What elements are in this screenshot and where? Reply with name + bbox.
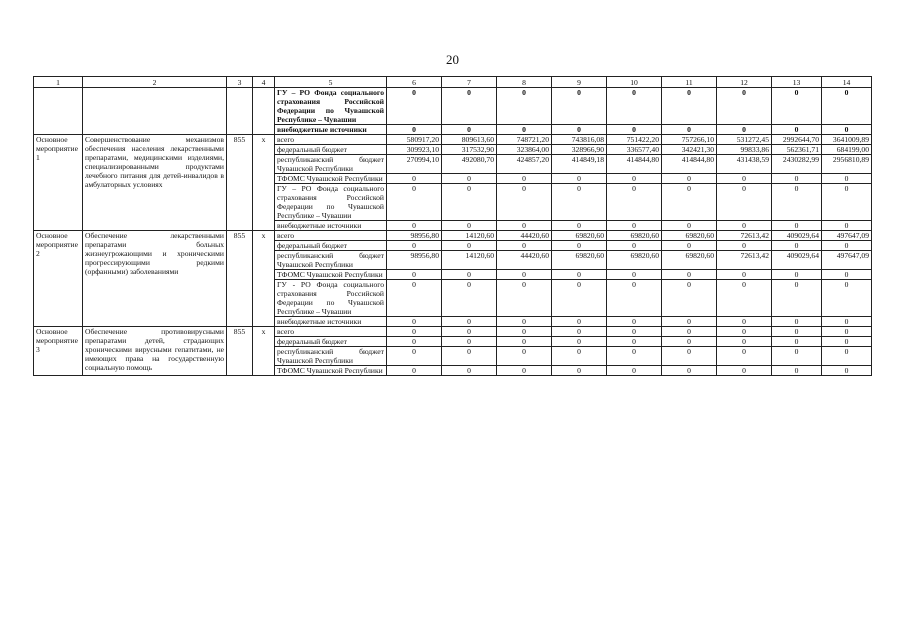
value-cell: 0 <box>822 221 872 231</box>
value-cell: 0 <box>442 317 497 327</box>
value-cell: 0 <box>717 221 772 231</box>
value-cell: 0 <box>607 280 662 317</box>
value-cell: 98956,80 <box>387 251 442 270</box>
empty-cell <box>253 88 275 135</box>
value-cell: 0 <box>772 125 822 135</box>
funding-source: ГУ – РО Фонда социального страхования Российской Федерации по Чувашской Республике – Чувашии <box>275 184 387 221</box>
empty-cell <box>34 88 83 135</box>
value-cell: 0 <box>822 317 872 327</box>
table-row <box>34 88 872 125</box>
value-cell: 0 <box>822 366 872 376</box>
col-number: 7 <box>442 77 497 88</box>
value-cell: 0 <box>497 317 552 327</box>
value-cell: 72613,42 <box>717 231 772 241</box>
value-cell: 0 <box>442 174 497 184</box>
funding-source: федеральный бюджет <box>275 241 387 251</box>
value-cell: 0 <box>772 88 822 125</box>
value-cell: 336577,40 <box>607 145 662 155</box>
value-cell: 69820,60 <box>607 251 662 270</box>
value-cell: 409029,64 <box>772 251 822 270</box>
value-cell: 69820,60 <box>662 231 717 241</box>
value-cell: 0 <box>662 327 717 337</box>
value-cell: 0 <box>772 327 822 337</box>
value-cell: 0 <box>387 347 442 366</box>
value-cell: 748721,20 <box>497 135 552 145</box>
value-cell: 414844,80 <box>607 155 662 174</box>
value-cell: 562361,71 <box>772 145 822 155</box>
value-cell: 0 <box>772 366 822 376</box>
col-number: 11 <box>662 77 717 88</box>
value-cell: 0 <box>822 88 872 125</box>
measure-name: Основное мероприятие 1 <box>34 135 83 231</box>
value-cell: 0 <box>822 347 872 366</box>
value-cell: 809613,60 <box>442 135 497 145</box>
page-number: 20 <box>446 52 459 67</box>
empty-cell <box>227 88 253 135</box>
value-cell: 0 <box>442 280 497 317</box>
value-cell: 0 <box>662 347 717 366</box>
col-number: 5 <box>275 77 387 88</box>
value-cell: 0 <box>607 337 662 347</box>
value-cell: 0 <box>772 241 822 251</box>
value-cell: 323864,00 <box>497 145 552 155</box>
value-cell: 0 <box>552 366 607 376</box>
value-cell: 0 <box>662 366 717 376</box>
value-cell: 0 <box>772 174 822 184</box>
value-cell: 0 <box>442 327 497 337</box>
value-cell: 0 <box>662 174 717 184</box>
value-cell: 0 <box>662 125 717 135</box>
value-cell: 0 <box>662 280 717 317</box>
value-cell: 0 <box>387 327 442 337</box>
value-cell: 0 <box>822 125 872 135</box>
value-cell: 0 <box>607 241 662 251</box>
value-cell: 0 <box>552 241 607 251</box>
value-cell: 0 <box>497 221 552 231</box>
empty-cell <box>83 88 227 135</box>
value-cell: 69820,60 <box>607 231 662 241</box>
value-cell: 0 <box>387 125 442 135</box>
table-row <box>34 327 872 337</box>
value-cell: 0 <box>552 221 607 231</box>
value-cell: 0 <box>387 88 442 125</box>
funding-source: внебюджетные источники <box>275 317 387 327</box>
value-cell: 3641009,89 <box>822 135 872 145</box>
value-cell: 0 <box>822 174 872 184</box>
value-cell: 497647,09 <box>822 251 872 270</box>
value-cell: 0 <box>607 174 662 184</box>
funding-source: республиканский бюджет Чувашской Республики <box>275 155 387 174</box>
value-cell: 743816,08 <box>552 135 607 145</box>
code-cell: 855 <box>227 327 253 376</box>
value-cell: 0 <box>822 337 872 347</box>
value-cell: 0 <box>717 184 772 221</box>
value-cell: 14120,60 <box>442 231 497 241</box>
value-cell: 0 <box>607 347 662 366</box>
col-number: 14 <box>822 77 872 88</box>
value-cell: 0 <box>607 270 662 280</box>
table-row <box>34 135 872 145</box>
value-cell: 0 <box>662 317 717 327</box>
value-cell: 0 <box>552 327 607 337</box>
value-cell: 0 <box>497 174 552 184</box>
value-cell: 0 <box>772 280 822 317</box>
value-cell: 0 <box>442 125 497 135</box>
value-cell: 44420,60 <box>497 231 552 241</box>
value-cell: 0 <box>497 366 552 376</box>
value-cell: 0 <box>662 337 717 347</box>
value-cell: 0 <box>442 88 497 125</box>
code-cell: х <box>253 327 275 376</box>
value-cell: 0 <box>552 125 607 135</box>
value-cell: 309923,10 <box>387 145 442 155</box>
value-cell: 0 <box>552 337 607 347</box>
column-number-row <box>34 77 872 88</box>
value-cell: 0 <box>822 241 872 251</box>
value-cell: 14120,60 <box>442 251 497 270</box>
value-cell: 0 <box>607 184 662 221</box>
col-number: 9 <box>552 77 607 88</box>
value-cell: 414849,18 <box>552 155 607 174</box>
value-cell: 0 <box>442 337 497 347</box>
value-cell: 0 <box>822 270 872 280</box>
funding-source: ГУ – РО Фонда социального страхования Российской Федерации по Чувашской Республике – Чувашии <box>275 88 387 125</box>
value-cell: 0 <box>497 88 552 125</box>
value-cell: 2992644,70 <box>772 135 822 145</box>
value-cell: 492080,70 <box>442 155 497 174</box>
funding-source: ТФОМС Чувашской Республики <box>275 174 387 184</box>
value-cell: 328966,90 <box>552 145 607 155</box>
value-cell: 0 <box>387 317 442 327</box>
value-cell: 0 <box>607 221 662 231</box>
funding-source: республиканский бюджет Чувашской Республики <box>275 347 387 366</box>
code-cell: 855 <box>227 135 253 231</box>
value-cell: 0 <box>497 125 552 135</box>
code-cell: х <box>253 231 275 327</box>
value-cell: 0 <box>552 280 607 317</box>
value-cell: 0 <box>717 280 772 317</box>
value-cell: 0 <box>717 337 772 347</box>
value-cell: 0 <box>552 174 607 184</box>
value-cell: 0 <box>497 347 552 366</box>
value-cell: 424857,20 <box>497 155 552 174</box>
funding-source: всего <box>275 135 387 145</box>
value-cell: 0 <box>387 184 442 221</box>
value-cell: 0 <box>442 221 497 231</box>
funding-source: федеральный бюджет <box>275 337 387 347</box>
value-cell: 0 <box>607 366 662 376</box>
measure-description: Совершенствование механизмов обеспечения населения лекарственными препаратами, медицинскими изделиями, специализированными продуктами лечебного питания для детей-инвалидов в амбулаторных условиях <box>83 135 227 231</box>
value-cell: 0 <box>387 221 442 231</box>
value-cell: 431438,59 <box>717 155 772 174</box>
value-cell: 0 <box>717 347 772 366</box>
value-cell: 2956810,89 <box>822 155 872 174</box>
value-cell: 0 <box>772 337 822 347</box>
funding-source: республиканский бюджет Чувашской Республики <box>275 251 387 270</box>
value-cell: 757266,10 <box>662 135 717 145</box>
value-cell: 0 <box>822 280 872 317</box>
value-cell: 0 <box>387 366 442 376</box>
value-cell: 0 <box>442 366 497 376</box>
funding-source: внебюджетные источники <box>275 221 387 231</box>
value-cell: 0 <box>662 221 717 231</box>
value-cell: 0 <box>772 317 822 327</box>
value-cell: 0 <box>442 241 497 251</box>
value-cell: 0 <box>607 125 662 135</box>
col-number: 4 <box>253 77 275 88</box>
col-number: 2 <box>83 77 227 88</box>
measure-description: Обеспечение лекарственными препаратами больных жизнеугрожающими и хроническими прогрессирующими редкими (орфанными) заболеваниями <box>83 231 227 327</box>
value-cell: 0 <box>717 174 772 184</box>
value-cell: 0 <box>442 270 497 280</box>
code-cell: 855 <box>227 231 253 327</box>
table-row <box>34 231 872 241</box>
value-cell: 270994,10 <box>387 155 442 174</box>
value-cell: 0 <box>387 280 442 317</box>
value-cell: 98956,80 <box>387 231 442 241</box>
value-cell: 69820,60 <box>552 231 607 241</box>
value-cell: 0 <box>552 317 607 327</box>
value-cell: 0 <box>717 270 772 280</box>
value-cell: 0 <box>442 347 497 366</box>
funding-source: всего <box>275 231 387 241</box>
col-number: 8 <box>497 77 552 88</box>
value-cell: 0 <box>662 88 717 125</box>
col-number: 3 <box>227 77 253 88</box>
table-body <box>34 77 872 376</box>
value-cell: 0 <box>497 184 552 221</box>
value-cell: 0 <box>772 347 822 366</box>
value-cell: 0 <box>387 270 442 280</box>
value-cell: 0 <box>717 327 772 337</box>
value-cell: 0 <box>717 366 772 376</box>
value-cell: 0 <box>387 174 442 184</box>
value-cell: 0 <box>497 270 552 280</box>
value-cell: 0 <box>662 270 717 280</box>
measure-name: Основное мероприятие 2 <box>34 231 83 327</box>
funding-source: федеральный бюджет <box>275 145 387 155</box>
funding-source: всего <box>275 327 387 337</box>
value-cell: 342421,30 <box>662 145 717 155</box>
value-cell: 0 <box>442 184 497 221</box>
value-cell: 0 <box>772 184 822 221</box>
value-cell: 580917,20 <box>387 135 442 145</box>
value-cell: 0 <box>387 241 442 251</box>
value-cell: 414844,80 <box>662 155 717 174</box>
value-cell: 317532,90 <box>442 145 497 155</box>
value-cell: 531272,45 <box>717 135 772 145</box>
col-number: 13 <box>772 77 822 88</box>
code-cell: х <box>253 135 275 231</box>
value-cell: 0 <box>552 347 607 366</box>
value-cell: 0 <box>662 241 717 251</box>
value-cell: 751422,20 <box>607 135 662 145</box>
value-cell: 0 <box>552 270 607 280</box>
funding-source: внебюджетные источники <box>275 125 387 135</box>
value-cell: 0 <box>387 337 442 347</box>
value-cell: 0 <box>717 317 772 327</box>
value-cell: 0 <box>497 280 552 317</box>
col-number: 6 <box>387 77 442 88</box>
funding-source: ТФОМС Чувашской Республики <box>275 366 387 376</box>
value-cell: 0 <box>772 270 822 280</box>
value-cell: 0 <box>552 88 607 125</box>
value-cell: 69820,60 <box>662 251 717 270</box>
funding-source: ТФОМС Чувашской Республики <box>275 270 387 280</box>
value-cell: 684199,00 <box>822 145 872 155</box>
value-cell: 99833,86 <box>717 145 772 155</box>
value-cell: 0 <box>607 88 662 125</box>
value-cell: 0 <box>717 125 772 135</box>
value-cell: 0 <box>822 184 872 221</box>
value-cell: 72613,42 <box>717 251 772 270</box>
value-cell: 0 <box>497 241 552 251</box>
funding-table <box>33 76 872 376</box>
value-cell: 0 <box>772 221 822 231</box>
value-cell: 69820,60 <box>552 251 607 270</box>
value-cell: 0 <box>822 327 872 337</box>
col-number: 1 <box>34 77 83 88</box>
col-number: 10 <box>607 77 662 88</box>
value-cell: 409029,64 <box>772 231 822 241</box>
value-cell: 0 <box>662 184 717 221</box>
value-cell: 2430282,99 <box>772 155 822 174</box>
value-cell: 497647,09 <box>822 231 872 241</box>
value-cell: 0 <box>552 184 607 221</box>
value-cell: 0 <box>497 337 552 347</box>
value-cell: 44420,60 <box>497 251 552 270</box>
value-cell: 0 <box>607 317 662 327</box>
funding-source: ГУ - РО Фонда социального страхования Российской Федерации по Чувашской Республике – Чувашии <box>275 280 387 317</box>
value-cell: 0 <box>717 88 772 125</box>
col-number: 12 <box>717 77 772 88</box>
value-cell: 0 <box>717 241 772 251</box>
value-cell: 0 <box>607 327 662 337</box>
value-cell: 0 <box>497 327 552 337</box>
measure-description: Обеспечение противовирусными препаратами детей, страдающих хроническими вирусными гепатитами, не имеющих права на государственную социальную помощь <box>83 327 227 376</box>
measure-name: Основное мероприятие 3 <box>34 327 83 376</box>
